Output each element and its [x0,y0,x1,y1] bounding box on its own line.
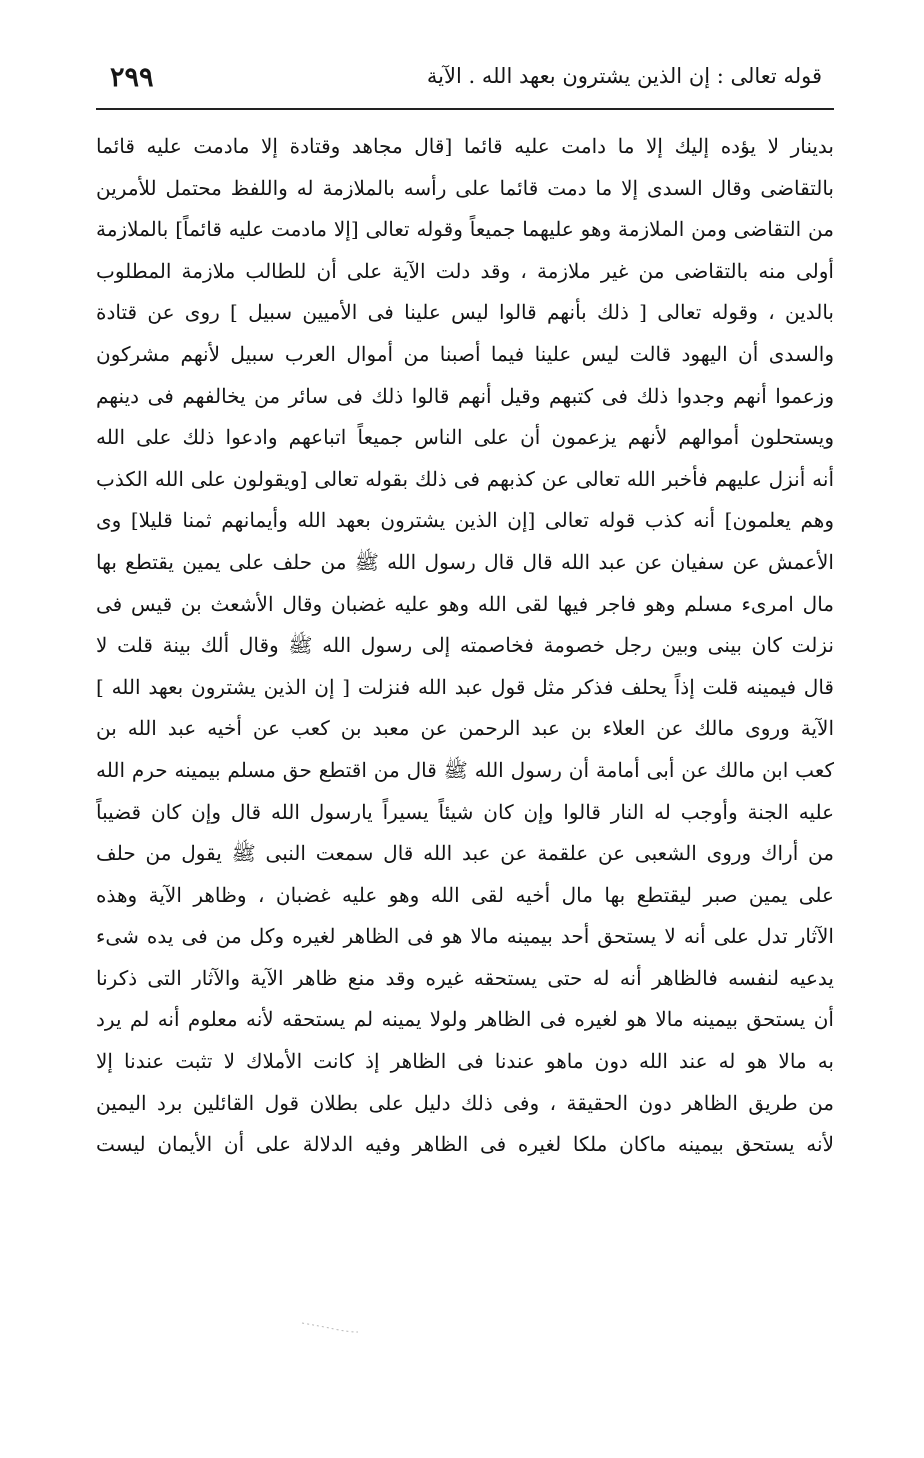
text-line: لأنه يستحق بيمينه ماكان ملكا لغيره فى الظاهر وفيه الدلالة على أن الأيمان ليست [96,1132,834,1157]
text-line: بالتقاضى وقال السدى إلا ما دمت قائما على رأسه بالملازمة له واللفظ محتمل للأمرين [96,175,834,200]
page-header [96,60,834,108]
text-line: بدينار لا يؤده إليك إلا ما دامت عليه قائما [قال مجاهد وقتادة إلا مادمت عليه قائما [96,134,834,158]
text-line: أولى منه بالتقاضى من غير ملازمة ، وقد دلت الآية على أن للطالب ملازمة المطلوب [96,258,834,283]
text-line: عليه الجنة وأوجب له النار قالوا وإن كان شيئاً يسيراً يارسول الله قال وإن كان قضيباً [96,799,834,824]
text-line: والسدى أن اليهود قالت ليس علينا فيما أصبنا من أموال العرب سبيل لأنهم مشركون [96,341,834,366]
header-rule [96,108,834,110]
text-line: أن يستحق بيمينه مالا هو لغيره فى الظاهر ولولا يمينه لم يستحقه لأنه معلوم أنه لم يرد [96,1007,834,1032]
page-number: ٢٩٩ [110,62,154,93]
text-line: وهم يعلمون] أنه كذب قوله تعالى [إن الذين يشترون بعهد الله وأيمانهم ثمنا قليلا] وى [96,508,834,533]
text-line: مال امرىء مسلم وهو فاجر فيها لقى الله وهو عليه غضبان وقال الأشعث بن قيس فى [96,591,834,616]
running-title: قوله تعالى : إن الذين يشترون بعهد الله . الآية [426,64,822,88]
text-line: قال فيمينه قلت إذاً يحلف فذكر مثل قول عبد الله فنزلت [ إن الذين يشترون بعهد الله ] [96,674,834,699]
text-line: به مالا هو له عند الله دون ماهو عندنا فى الظاهر إذ كانت الأملاك لا تثبت عندنا إلا [96,1049,834,1074]
text-line: نزلت كان بينى وبين رجل خصومة فخاصمته إلى رسول الله ﷺ وقال ألك بينة قلت لا [96,633,834,658]
text-line: على يمين صبر ليقتطع بها مال أخيه لقى الله وهو عليه غضبان ، وظاهر الآية وهذه [96,882,834,907]
text-line: الأعمش عن سفيان عن عبد الله قال قال رسول الله ﷺ من حلف على يمين يقتطع بها [96,549,834,574]
text-line: يدعيه لنفسه فالظاهر أنه له حتى يستحقه غيره وقد منع ظاهر الآية والآثار التى ذكرنا [96,965,834,990]
text-line: بالدين ، وقوله تعالى [ ذلك بأنهم قالوا ليس علينا فى الأميين سبيل ] روى عن قتادة [96,300,834,325]
body-text [96,126,834,1166]
text-line: الآية وروى مالك عن العلاء بن عبد الرحمن عن معبد بن كعب عن أخيه عبد الله بن [96,716,834,741]
text-line: كعب ابن مالك عن أبى أمامة أن رسول الله ﷺ قال من اقتطع حق مسلم بيمينه حرم الله [96,757,834,782]
text-line: ويستحلون أموالهم لأنهم يزعمون أن على الناس جميعاً اتباعهم وادعوا ذلك على الله [96,425,834,450]
scan-smudge [300,1320,360,1334]
text-line: وزعموا أنهم وجدوا ذلك فى كتبهم وقيل أنهم قالوا ذلك فى سائر من يخالفهم فى دينهم [96,383,834,408]
text-line: الآثار تدل على أنه لا يستحق أحد بيمينه مالا هو فى الظاهر لغيره وكل من فى يده شىء [96,924,834,949]
text-line: من طريق الظاهر دون الحقيقة ، وفى ذلك دليل على بطلان قول القائلين برد اليمين [96,1090,834,1115]
text-line: أنه أنزل عليهم فأخبر الله تعالى عن كذبهم فى ذلك بقوله تعالى [ويقولون على الله الكذب [96,466,834,491]
text-line: من التقاضى ومن الملازمة وهو عليهما جميعاً وقوله تعالى [إلا مادمت عليه قائماً] بالملازمة [96,217,834,242]
text-line: من أراك وروى الشعبى عن علقمة عن عبد الله قال سمعت النبى ﷺ يقول من حلف [96,841,834,866]
